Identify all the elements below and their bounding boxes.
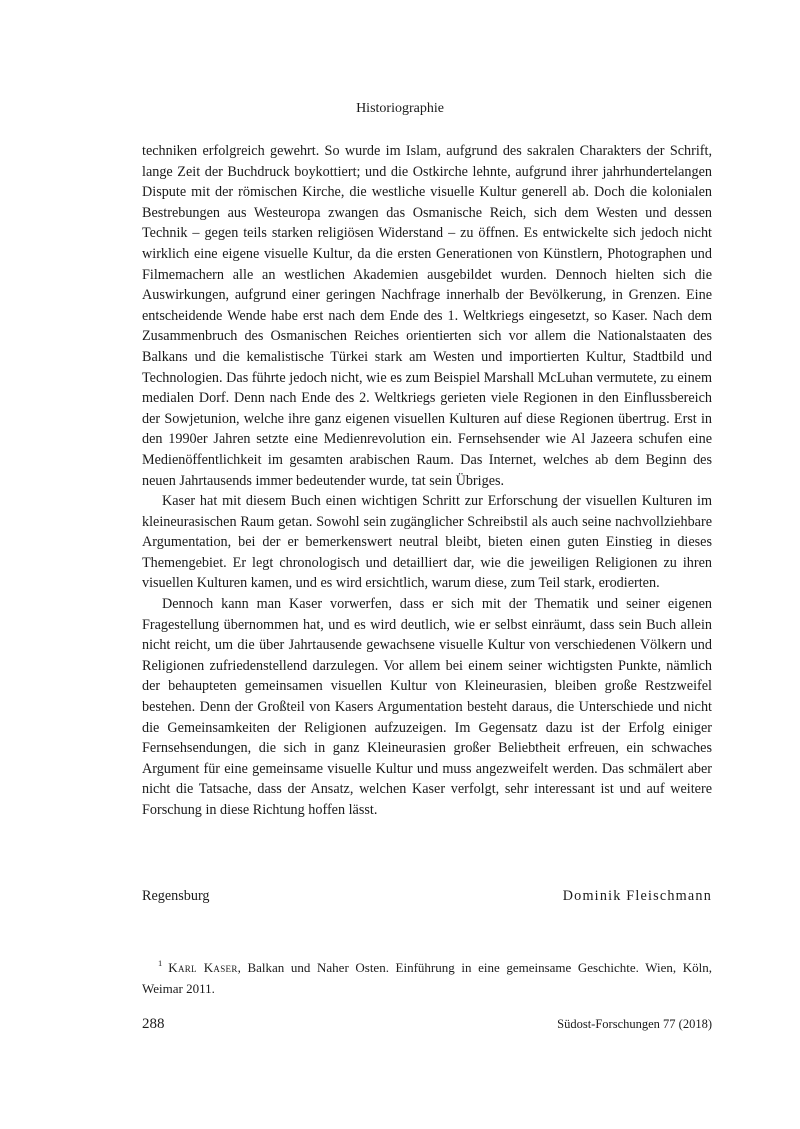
paragraph: Dennoch kann man Kaser vorwerfen, dass er sich mit der Thematik und seiner eigenen Fragestellung übernommen hat, und es wird deutlich, wie er selbst einräumt, dass sein Buch allein nicht reicht, um die über Jahrtausende gewachsene visuelle Kultur von verschiedenen Völkern und Religionen zufriedenstellend darzulegen. Vor allem bei einem seiner wichtigsten Punkte, nämlich der behaupteten gemeinsamen visuellen Kultur von Kleineurasien, bleiben große Restzweifel bestehen. Denn der Großteil von Kasers Argumentation besteht daraus, die Unterschiede und nicht die Gemeinsamkeiten der Religionen aufzuzeigen. Im Gegensatz dazu ist der Erfolg einiger Fernsehsendungen, die sich in ganz Kleineurasien großer Beliebtheit erfreuen, ein schwaches Argument für eine gemeinsame visuelle Kultur und muss angezweifelt werden. Das schmälert aber nicht die Tatsache, dass der Ansatz, welchen Kaser verfolgt, sehr interessant ist und auf weitere Forschung in diese Richtung hoffen lässt. — [142, 596, 712, 818]
paragraph-continued: techniken erfolgreich gewehrt. So wurde im Islam, aufgrund des sakralen Charakters der Schrift, lange Zeit der Buchdruck boykottiert; und die Ostkirche lehnte, aufgrund ihrer jahrhundertelangen Dispute mit der römischen Kirche, die westliche visuelle Kultur generell ab. Doch die kolonialen Bestrebungen aus Westeuropa zwangen das Osmanische Reich, sich dem Westen und dessen Technik – gegen teils starken religiösen Widerstand – zu öffnen. Es entwickelte sich jedoch nicht wirklich eine eigene visuelle Kultur, da die ersten Generationen von Künstlern, Photographen und Filmemachern alle an westlichen Akademien ausgebildet wurden. Dennoch hielten sich die Auswirkungen, aufgrund einer geringen Nachfrage innerhalb der Bevölkerung, in Grenzen. Eine entscheidende Wende habe erst nach dem Ende des 1. Weltkriegs eingesetzt, so Kaser. Nach dem Zusammenbruch des Osmanischen Reiches orientierten sich vor allem die Nationalstaaten des Balkans und die kemalistische Türkei stark am Westen und importierten Kultur, Stadtbild und Technologien. Das führte jedoch nicht, wie es zum Beispiel Marshall McLuhan vermutete, zu einem medialen Dorf. Denn nach Ende des 2. Weltkriegs gerieten viele Regionen in den Einflussbereich der Sowjetunion, welche ihre ganz eigenen visuellen Kulturen auf diese Regionen übertrug. Erst in den 1990er Jahren setzte eine Medienrevolution ein. Fernsehsender wie Al Jazeera schufen eine Medienöffentlichkeit im gesamten arabischen Raum. Das Internet, welches ab dem Beginn des neuen Jahrtausends immer bedeutender wurde, tat sein Übriges. — [142, 143, 712, 489]
running-header: Historiographie — [356, 101, 444, 116]
signature-row — [142, 888, 712, 905]
page-number: 288 — [142, 1016, 165, 1032]
journal-reference: Südost-Forschungen 77 (2018) — [557, 1017, 712, 1031]
paragraph: Kaser hat mit diesem Buch einen wichtigen Schritt zur Erforschung der visuellen Kulturen im kleineurasischen Raum getan. Sowohl sein zugänglicher Schreibstil als auch seine nachvollziehbare Argumentation, bei der er bemerkenswert neutral bleibt, bieten einen guten Einstieg in dieses Themengebiet. Er legt chronologisch und detailliert dar, wie die jeweiligen Religionen zu ihren visuellen Kulturen kamen, und es wird ersichtlich, warum diese, zum Teil stark, erodierten. — [142, 493, 712, 592]
footnote — [142, 953, 712, 999]
main-text — [142, 141, 712, 821]
signature-place: Regensburg — [142, 888, 210, 904]
footnote-text: , Balkan und Naher Osten. Einführung in eine gemeinsame Geschichte. Wien, Köln, Weimar 2011. — [142, 960, 712, 996]
reviewer-name: Dominik Fleischmann — [562, 888, 712, 904]
page-footer — [142, 1016, 712, 1033]
footnote-number: 1 — [158, 958, 163, 968]
footnote-author: Karl Kaser — [168, 960, 238, 975]
